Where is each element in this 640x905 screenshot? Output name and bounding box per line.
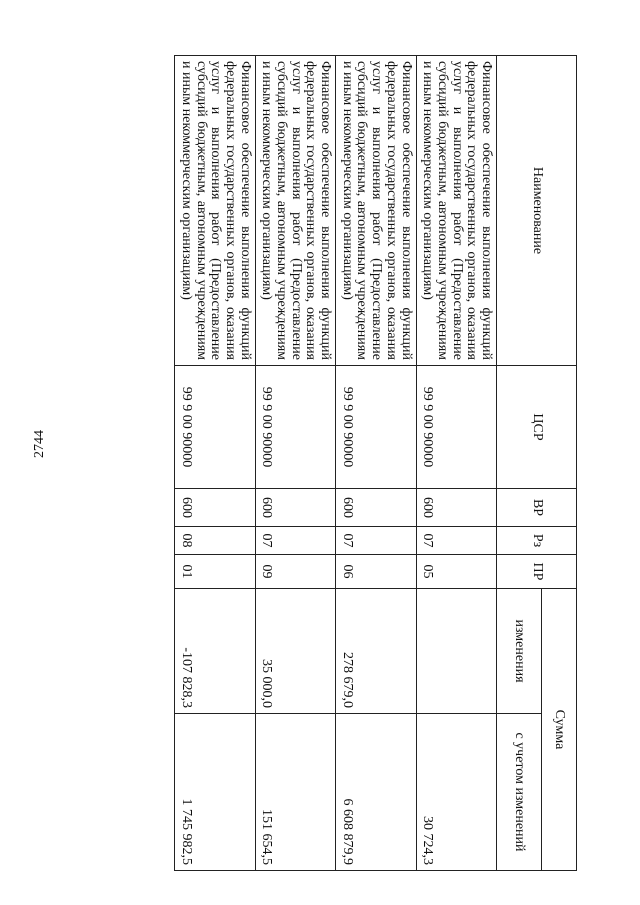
row-with-changes: 6 608 879,9 xyxy=(336,714,416,871)
budget-table xyxy=(174,55,577,871)
row-csr: 99 9 00 90000 xyxy=(336,366,416,489)
header-changes: изменения xyxy=(497,589,542,714)
row-pr: 05 xyxy=(416,555,496,589)
row-pr: 01 xyxy=(175,555,255,589)
row-changes: 35 000,0 xyxy=(255,589,335,714)
table-row xyxy=(336,56,416,871)
row-vr: 600 xyxy=(255,489,335,527)
table-row xyxy=(255,56,335,871)
row-name: Финансовое обеспечение выполнения функций федеральных государственных органов, оказания услуг и выполнения работ (Предоставление субсидий бюджетным, автономным учреждениям и иным некоммерческим организациям) xyxy=(336,56,416,366)
row-csr: 99 9 00 90000 xyxy=(416,366,496,489)
row-pr: 06 xyxy=(336,555,416,589)
row-name: Финансовое обеспечение выполнения функций федеральных государственных органов, оказания услуг и выполнения работ (Предоставление субсидий бюджетным, автономным учреждениям и иным некоммерческим организациям) xyxy=(416,56,496,366)
header-with-changes: с учетом изменений xyxy=(497,714,542,871)
row-name: Финансовое обеспечение выполнения функций федеральных государственных органов, оказания услуг и выполнения работ (Предоставление субсидий бюджетным, автономным учреждениям и иным некоммерческим организациям) xyxy=(255,56,335,366)
row-changes: 278 679,0 xyxy=(336,589,416,714)
row-rz: 07 xyxy=(336,527,416,555)
header-name: Наименование xyxy=(497,56,577,366)
page-number: 2744 xyxy=(32,430,47,458)
row-vr: 600 xyxy=(416,489,496,527)
table-row xyxy=(416,56,496,871)
header-sum: Сумма xyxy=(542,589,577,871)
row-csr: 99 9 00 90000 xyxy=(175,366,255,489)
row-name: Финансовое обеспечение выполнения функций федеральных государственных органов, оказания услуг и выполнения работ (Предоставление субсидий бюджетным, автономным учреждениям и иным некоммерческим организациям) xyxy=(175,56,255,366)
row-rz: 08 xyxy=(175,527,255,555)
header-vr: ВР xyxy=(497,489,577,527)
header-pr: ПР xyxy=(497,555,577,589)
row-changes: -107 828,3 xyxy=(175,589,255,714)
row-changes xyxy=(416,589,496,714)
rotated-table-container xyxy=(57,55,577,870)
row-with-changes: 1 745 982,5 xyxy=(175,714,255,871)
row-csr: 99 9 00 90000 xyxy=(255,366,335,489)
row-with-changes: 30 724,3 xyxy=(416,714,496,871)
table-row xyxy=(175,56,255,871)
row-rz: 07 xyxy=(255,527,335,555)
row-rz: 07 xyxy=(416,527,496,555)
header-csr: ЦСР xyxy=(497,366,577,489)
row-pr: 09 xyxy=(255,555,335,589)
row-vr: 600 xyxy=(175,489,255,527)
header-row xyxy=(542,56,577,871)
header-rz: Рз xyxy=(497,527,577,555)
row-vr: 600 xyxy=(336,489,416,527)
row-with-changes: 151 654,5 xyxy=(255,714,335,871)
